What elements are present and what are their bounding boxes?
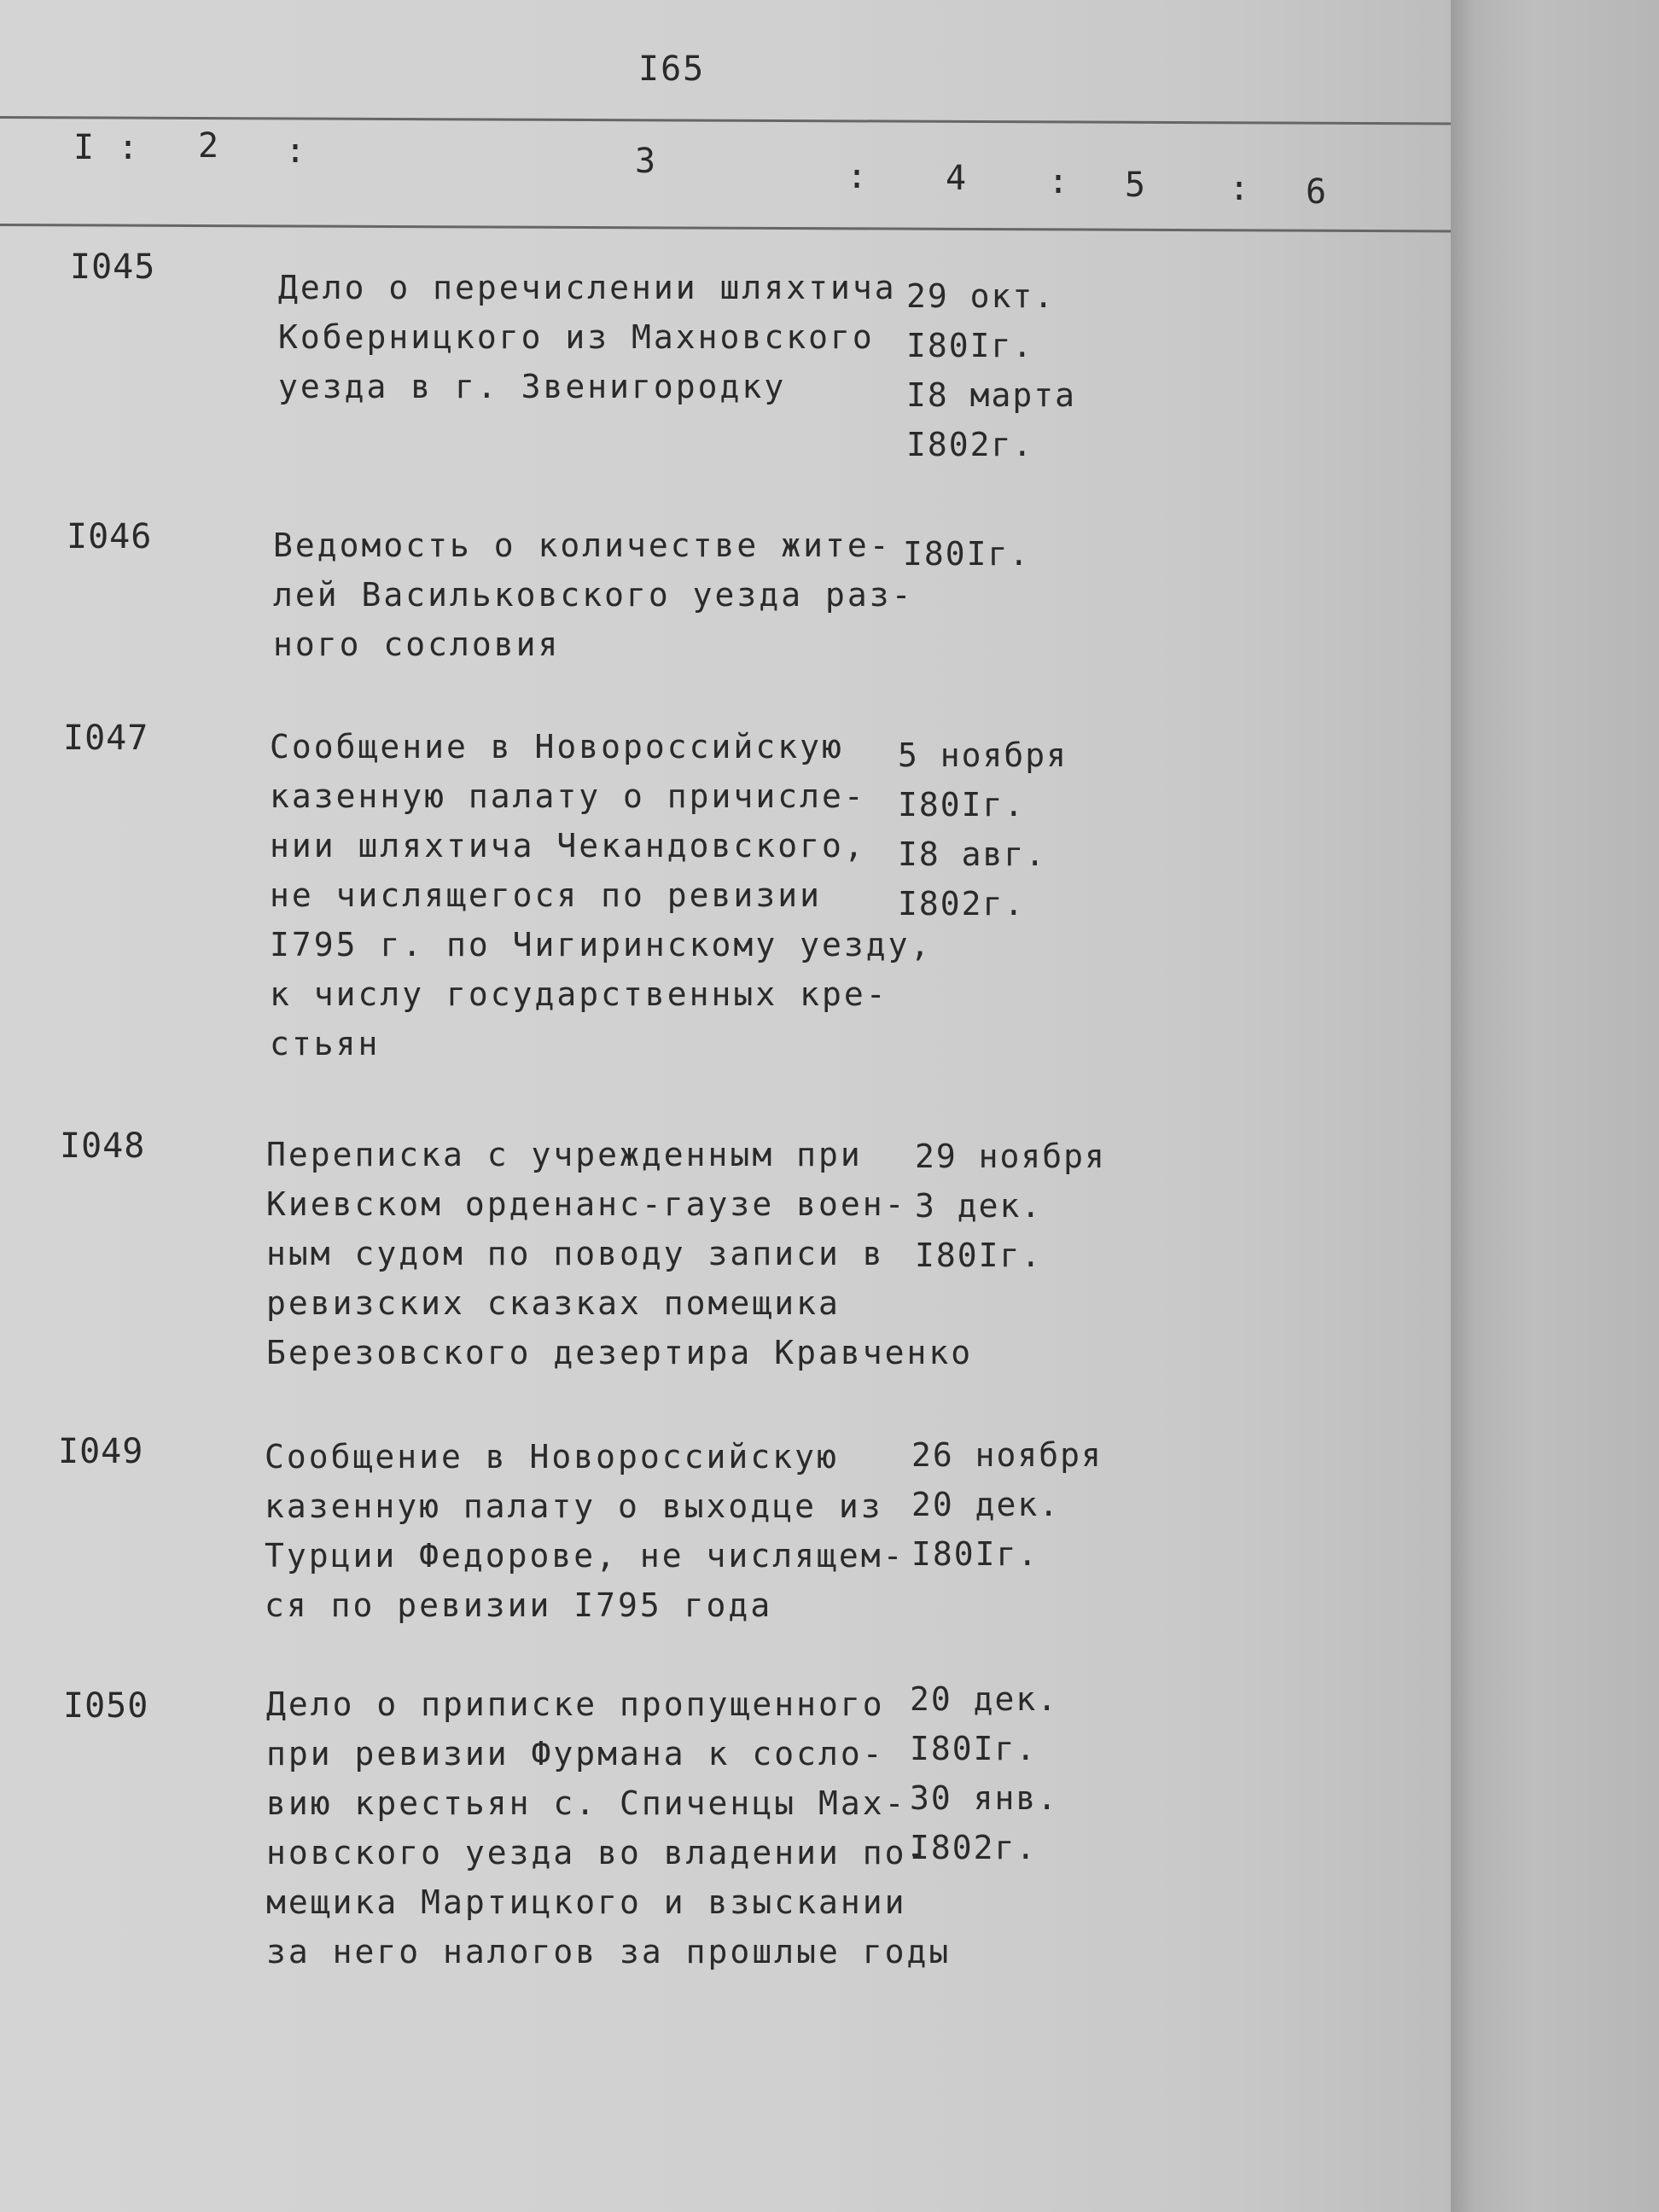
column-header-3: 3 (635, 142, 656, 181)
entry-number: I046 (67, 517, 153, 556)
entry-dates: 5 ноября I80Iг. I8 авг. I802г. (898, 736, 1068, 923)
entry-dates: 20 дек. I80Iг. 30 янв. I802г. (910, 1680, 1059, 1866)
column-separator: : (1229, 169, 1250, 208)
entry-dates: I80Iг. (903, 535, 1031, 573)
entry-description: Дело о приписке пропущенного при ревизии Фурмана к сосло- вию крестьян с. Спиченцы Мах- новского уезда во владении по- мещика Мартицкого и взыскании за него налогов за прошлые годы (266, 1685, 952, 1970)
adjacent-page-edge (1451, 0, 1659, 2212)
page-number: I65 (638, 49, 706, 89)
entry-description: Сообщение в Новороссийскую казенную палату о причисле- нии шляхтича Чекандовского, не числящегося по ревизии I795 г. по Чигиринскому уезду, к числу государственных кре- стьян (270, 728, 933, 1062)
entry-dates: 26 ноября 20 дек. I80Iг. (911, 1436, 1103, 1573)
entry-number: I050 (63, 1686, 149, 1726)
entry-description: Переписка с учрежденным при Киевском орденанс-гаузе воен- ным судом по поводу записи в ревизских сказках помещика Березовского дезертира Кравченко (266, 1136, 974, 1371)
entry-description: Дело о перечислении шляхтича Коберницкого из Махновского уезда в г. Звенигородку (278, 269, 897, 405)
column-separator: : (118, 128, 139, 167)
column-separator: : (285, 131, 306, 171)
entry-dates: 29 окт. I80Iг. I8 марта I802г. (906, 277, 1077, 463)
entry-number: I045 (70, 247, 156, 287)
column-header-5: 5 (1125, 166, 1146, 205)
entry-number: I047 (63, 719, 149, 758)
column-header-2: 2 (198, 126, 219, 166)
entry-description: Ведомость о количестве жите- лей Васильковского уезда раз- ного сословия (273, 527, 914, 663)
column-separator: : (1048, 162, 1069, 201)
column-header-1: I (73, 128, 95, 167)
table-header-bottom-rule (0, 224, 1455, 232)
table-header-top-rule (0, 116, 1455, 125)
entry-number: I049 (58, 1432, 144, 1471)
entry-dates: 29 ноября 3 дек. I80Iг. (915, 1138, 1106, 1274)
entry-number: I048 (60, 1126, 146, 1166)
column-header-4: 4 (946, 159, 967, 198)
entry-description: Сообщение в Новороссийскую казенную палату о выходце из Турции Федорове, не числящем- ся по ревизии I795 года (265, 1438, 905, 1624)
column-separator: : (847, 157, 868, 196)
column-header-6: 6 (1306, 172, 1327, 212)
